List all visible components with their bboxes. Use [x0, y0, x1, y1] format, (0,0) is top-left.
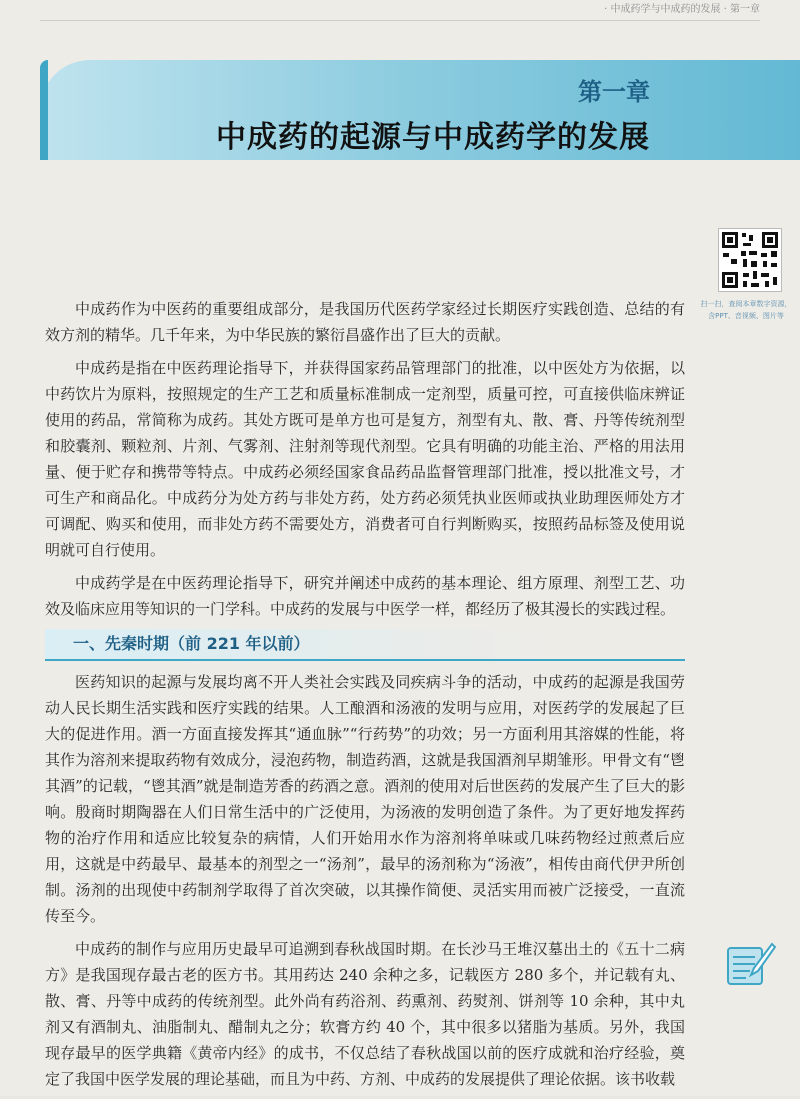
paragraph: 医药知识的起源与发展均离不开人类社会实践及同疾病斗争的活动，中成药的起源是我国劳动人民长期生活实践和医疗实践的结果。人工酿酒和汤液的发明与应用，对医药学的发展起了巨大的促进作用。酒一方面直接发挥其“通血脉”“行药势”的功效；另一方面利用其溶媒的性能，将其作为溶剂来提取药物有效成分，浸泡药物，制造药酒，这就是我国酒剂早期雏形。甲骨文有“鬯其酒”的记载，“鬯其酒”就是制造芳香的药酒之意。酒剂的使用对后世医药的发展产生了巨大的影响。殷商时期陶器在人们日常生活中的广泛使用，为汤液的发明创造了条件。为了更好地发挥药物的治疗作用和适应比较复杂的病情，人们开始用水作为溶剂将单味或几味药物经过煎煮后应用，这就是中药最早、最基本的剂型之一“汤剂”，最早的汤剂称为“汤液”，相传由商代伊尹所创制。汤剂的出现使中药制剂学取得了首次突破，以其操作简便、灵活实用而被广泛接受，一直流传至今。: [45, 673, 685, 925]
chapter-number: 第一章: [578, 78, 650, 106]
qr-code-icon[interactable]: [718, 228, 782, 292]
qr-caption-line1: 扫一扫，查阅本章数字资源，: [700, 300, 792, 308]
chapter-title: 中成药的起源与中成药学的发展: [216, 120, 650, 155]
paragraph: 中成药是指在中医药理论指导下，并获得国家药品管理部门的批准，以中医处方为依据，以中药饮片为原料，按照规定的生产工艺和质量标准制成一定剂型，质量可控，可直接供临床辨证使用的药品，常简称为成药。其处方既可是单方也可是复方，剂型有丸、散、膏、丹等传统剂型和胶囊剂、颗粒剂、片剂、气雾剂、注射剂等现代剂型。它具有明确的功能主治、严格的用法用量、便于贮存和携带等特点。中成药必须经国家食品药品监督管理部门批准，授以批准文号，才可生产和商品化。中成药分为处方药与非处方药，处方药必须凭执业医师或执业助理医师处方才可调配、购买和使用，而非处方药不需要处方，消费者可自行判断购买，按照药品标签及使用说明就可自行使用。: [45, 359, 685, 559]
qr-caption-line2: 含PPT、音视频、图片等: [708, 312, 784, 320]
section-heading: 一、先秦时期（前 221 年以前）: [45, 629, 685, 661]
notes-pencil-icon: [724, 938, 776, 990]
running-head: · 中成药学与中成药的发展 · 第一章: [40, 0, 760, 21]
paragraph: 中成药学是在中医药理论指导下，研究并阐述中成药的基本理论、组方原理、剂型工艺、功效及临床应用等知识的一门学科。中成药的发展与中医学一样，都经历了极其漫长的实践过程。: [45, 574, 685, 618]
body-text: [45, 296, 685, 1099]
banner-accent: [40, 60, 48, 160]
paragraph: 中成药作为中医药的重要组成部分，是我国历代医药学家经过长期医疗实践创造、总结的有效方剂的精华。几千年来，为中华民族的繁衍昌盛作出了巨大的贡献。: [45, 300, 685, 344]
paragraph: 中成药的制作与应用历史最早可追溯到春秋战国时期。在长沙马王堆汉墓出土的《五十二病方》是我国现存最古老的医方书。其用药达 240 余种之多，记载医方 280 多个，并记载有丸、散、膏、丹等中成药的传统剂型。此外尚有药浴剂、药熏剂、药熨剂、饼剂等 10 余种，其中丸剂又有酒制丸、油脂制丸、醋制丸之分；软膏方约 40 个，其中很多以猪脂为基质。另外，我国现存最早的医学典籍《黄帝内经》的成书，不仅总结了春秋战国以前的医疗成就和治疗经验，奠定了我国中医学发展的理论基础，而且为中药、方剂、中成药的发展提供了理论依据。该书收载: [45, 940, 685, 1088]
qr-caption: [700, 298, 792, 322]
